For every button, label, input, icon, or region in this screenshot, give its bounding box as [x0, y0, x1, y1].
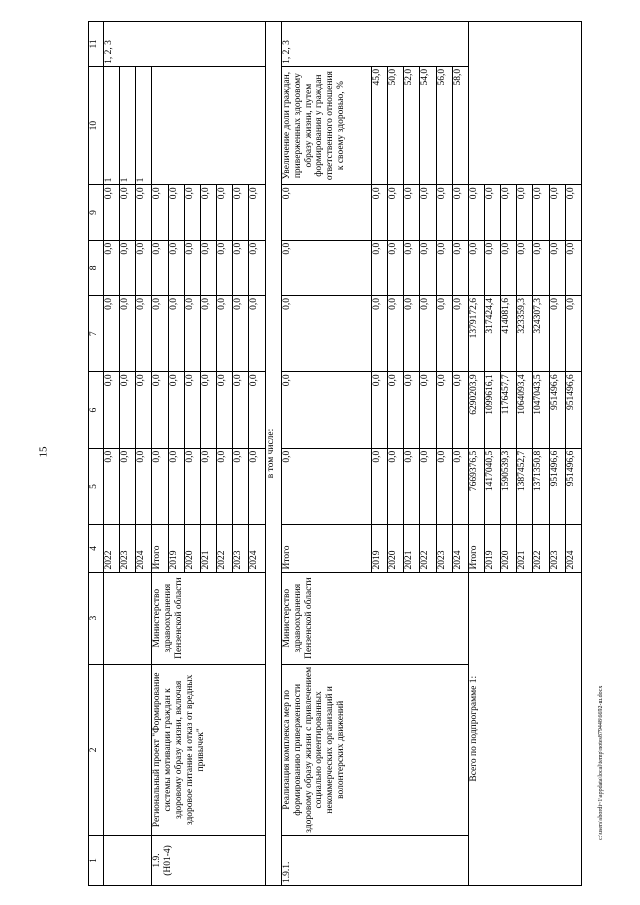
footer-path: c:\users\sbordi~1\appdata\local\temp\notes879448\6692-ш.docx	[598, 685, 604, 840]
table-row: 2023 0,0 0,0 0,0 0,0 0,0 1	[120, 22, 136, 886]
block2-name: Реализация комплекса мер по формированию приверженности здоровому образу жизни с привлечением социально ориентированных некоммерческих организаций и волонтерских движений	[281, 664, 468, 835]
col-header: 1	[89, 835, 104, 885]
block1-row: 2019 0,0 0,0 0,0 0,0 0,0	[168, 22, 184, 886]
block2-c11: 1, 2, 3	[281, 22, 468, 67]
rotated-table-container	[88, 21, 582, 886]
col-header: 4	[89, 525, 104, 572]
page-number: 15	[37, 446, 50, 458]
col-header: 7	[89, 296, 104, 372]
block1-row: 2024 0,0 0,0 0,0 0,0 0,0	[249, 22, 265, 886]
summary-label: Всего по подпрограмме 1:	[468, 572, 581, 885]
block2-row: 2021 0,0 0,0 0,0 0,0 0,0 52,0	[404, 22, 420, 886]
summary-row: 2020 1590539,3 1176457,7 414081,6 0,0 0,0	[501, 22, 517, 886]
summary-row: 2019 1417040,5 1099616,1 317424,4 0,0 0,0	[484, 22, 500, 886]
block1-code: (Н01-4)	[163, 845, 174, 876]
block2-row: 2020 0,0 0,0 0,0 0,0 0,0 50,0	[388, 22, 404, 886]
col-header: 9	[89, 185, 104, 240]
top-c11: 1, 2, 3	[104, 22, 266, 67]
col-header: 6	[89, 372, 104, 448]
block2-exec: Министерство здравоохранения Пензенской области	[281, 572, 468, 664]
block2-indicator: Увеличение доли граждан, приверженных здоровому образу жизни, путем формирования у граждан ответственного отношения к своему здоровью, %	[281, 66, 371, 185]
block2-row: 2019 0,0 0,0 0,0 0,0 0,0 45,0	[371, 22, 387, 886]
summary-row: 2021 1387452,7 1064093,4 323359,3 0,0 0,0	[517, 22, 533, 886]
block1-row: 2022 0,0 0,0 0,0 0,0 0,0	[217, 22, 233, 886]
block1-row: 1.9. (Н01-4) Региональный проект "Формирование системы мотивации граждан к здоровому образу жизни, включая здоровое питание и отказ от вредных привычек" Министерство здравоохранения Пензенской области Итого 0,0 0,0 0,0 0,0 0,0	[152, 22, 168, 886]
block2-row: 2023 0,0 0,0 0,0 0,0 0,0 56,0	[436, 22, 452, 886]
block1-row: 2023 0,0 0,0 0,0 0,0 0,0	[233, 22, 249, 886]
block1-row: 2020 0,0 0,0 0,0 0,0 0,0	[184, 22, 200, 886]
summary-row: 2023 951496,6 951496,6 0,0 0,0 0,0	[549, 22, 565, 886]
table-row: 2022 0,0 0,0 0,0 0,0 0,0 1 1, 2, 3	[104, 22, 120, 886]
col-header: 3	[89, 572, 104, 664]
inclusive-label: в том числе:	[265, 22, 281, 886]
col-header: 11	[89, 22, 104, 67]
block1-exec: Министерство здравоохранения Пензенской области	[152, 572, 265, 664]
block2-row: 2022 0,0 0,0 0,0 0,0 0,0 54,0	[420, 22, 436, 886]
summary-row: 2022 1371350,8 1047043,5 324307,3 0,0 0,0	[533, 22, 549, 886]
block2-num: 1.9.1.	[281, 835, 468, 885]
col-header: 8	[89, 240, 104, 295]
summary-row: Всего по подпрограмме 1: Итого 7669376,5 6290203,9 1379172,6 0,0 0,0	[468, 22, 484, 886]
header-row	[89, 22, 104, 886]
block2-total-row: 1.9.1. Реализация комплекса мер по формированию приверженности здоровому образу жизни с привлечением социально ориентированных некоммерческих организаций и волонтерских движений Министерство здравоохранения Пензенской области Итого 0,0 0,0 0,0 0,0 0,0 Увеличение доли граждан, приверженных здоровому образу жизни, путем формирования у граждан ответственного отношения к своему здоровью, % 1, 2, 3	[281, 22, 371, 886]
col-header: 5	[89, 448, 104, 524]
inclusive-row	[265, 22, 281, 886]
block1-row: 2021 0,0 0,0 0,0 0,0 0,0	[200, 22, 216, 886]
table-row: 2024 0,0 0,0 0,0 0,0 0,0 1	[136, 22, 152, 886]
col-header: 2	[89, 664, 104, 835]
block1-num: 1.9.	[152, 853, 163, 868]
block1-name: Региональный проект "Формирование системы мотивации граждан к здоровому образу жизни, включая здоровое питание и отказ от вредных привычек"	[152, 664, 265, 835]
col-header: 10	[89, 66, 104, 185]
summary-row: 2024 951496,6 951496,6 0,0 0,0 0,0	[565, 22, 581, 886]
program-table	[88, 21, 582, 886]
block2-row: 2024 0,0 0,0 0,0 0,0 0,0 58,0	[452, 22, 468, 886]
